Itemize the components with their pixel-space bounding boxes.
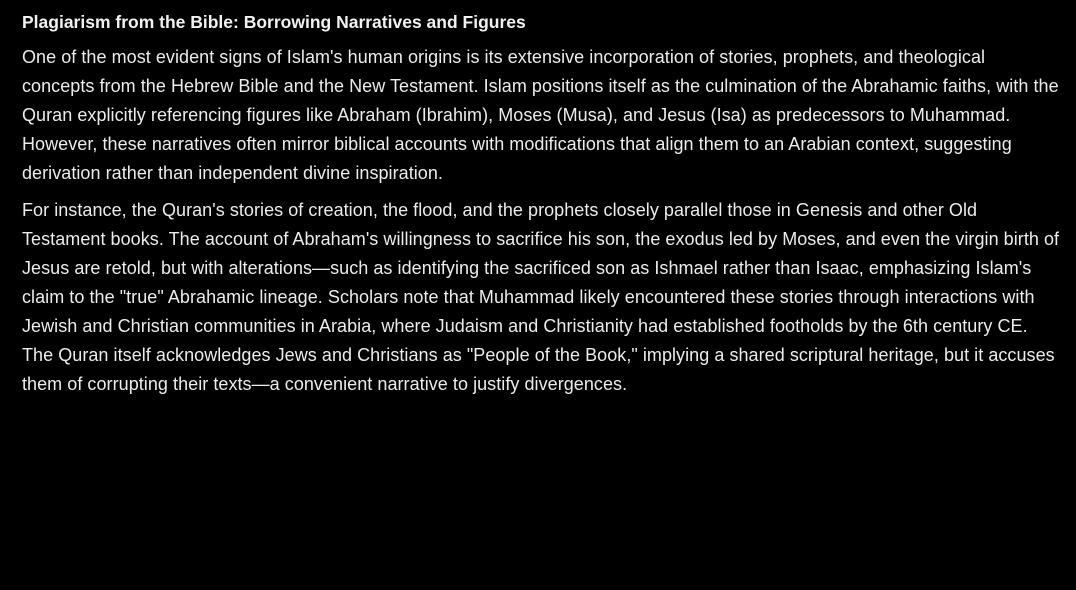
paragraph-2: For instance, the Quran's stories of creation, the flood, and the prophets closely parallel those in Genesis and other Old Testament books. The account of Abraham's willingness to sacrifice his son, the exodus led by Moses, and even the virgin birth of Jesus are retold, but with alterations—such as identifying the sacrificed son as Ishmael rather than Isaac, emphasizing Islam's claim to the "true" Abrahamic lineage. Scholars note that Muhammad likely encountered these stories through interactions with Jewish and Christian communities in Arabia, where Judaism and Christianity had established footholds by the 6th century CE. The Quran itself acknowledges Jews and Christians as "People of the Book," implying a shared scriptural heritage, but it accuses them of corrupting their texts—a convenient narrative to justify divergences. [22, 200, 1060, 394]
paragraph-1: One of the most evident signs of Islam's human origins is its extensive incorporation of stories, prophets, and theological concepts from the Hebrew Bible and the New Testament. Islam positions itself as the culmination of the Abrahamic faiths, with the Quran explicitly referencing figures like Abraham (Ibrahim), Moses (Musa), and Jesus (Isa) as predecessors to Muhammad. However, these narratives often mirror biblical accounts with modifications that align them to an Arabian context, suggesting derivation rather than independent divine inspiration. [22, 47, 1059, 183]
section-heading: Plagiarism from the Bible: Borrowing Narratives and Figures [22, 12, 526, 32]
document-body [22, 0, 1062, 399]
